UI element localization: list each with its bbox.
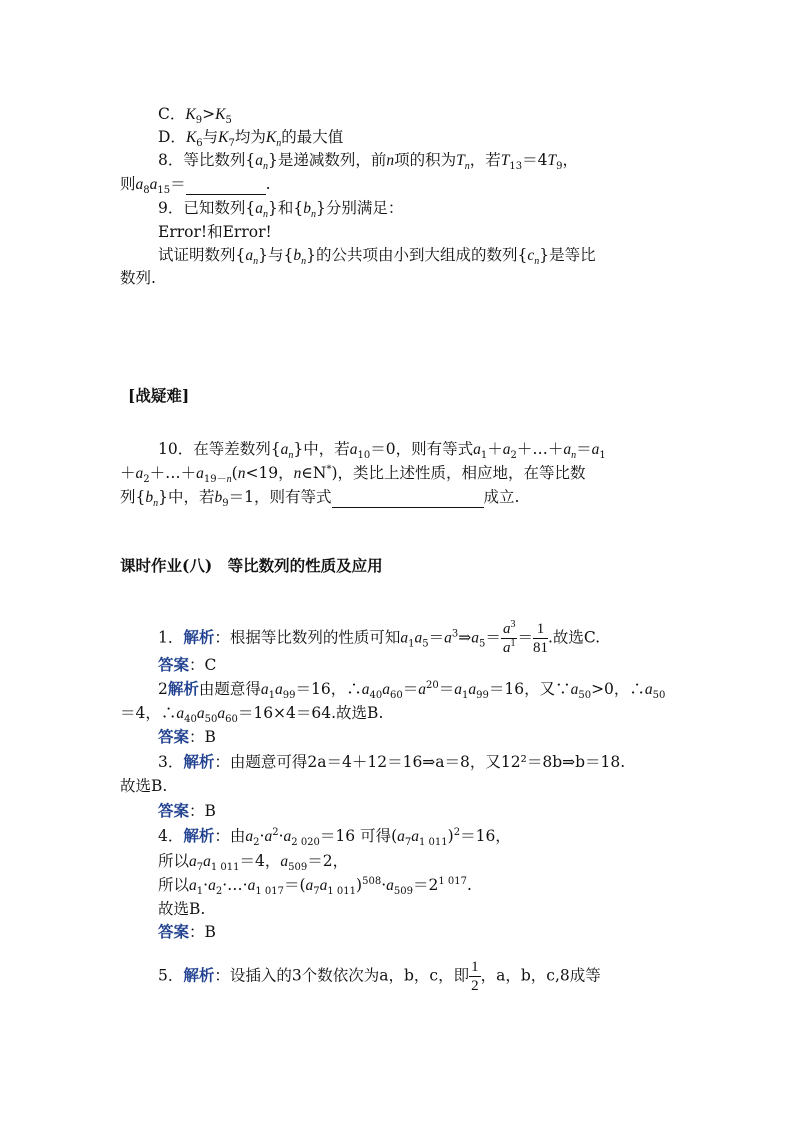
a1-answer: 答案：C (158, 655, 217, 674)
a3-answer: 答案：B (158, 801, 216, 820)
a5-frac-half: $\frac{1}{2}$ (471, 959, 479, 994)
a4-answer: 答案：B (158, 922, 216, 941)
a3-line2: 故选B. (120, 777, 168, 795)
q8-line2: 则$a_8a_{15}=$ . (120, 175, 271, 197)
a1-label: 解析 (183, 627, 215, 647)
a2-line2: ＝4，$\therefore a_{40}a_{50}a_{60}=16\times 4=64$.故选B. (120, 704, 384, 726)
a1-frac-a: $\frac{a^3}{a^1}$ (502, 619, 516, 656)
a4-line4: 故选B. (158, 900, 206, 918)
q8-answer-blank[interactable] (186, 174, 266, 195)
a1-line: 1．解析：根据等比数列的性质可知$a_1a_5=a^3\Rightarrow a_5=$ $\frac{a^3}{a^1}$ ＝ $\frac{1}{81}$ .故选C. (158, 619, 601, 656)
q7-option-c: C．$K_9>K_5$ (158, 105, 232, 127)
a4-line3: 所以$a_1\cdot a_2\cdot\dots\cdot a_{1 017}=(a_7a_{1 011})^{508}\cdot a_{509}=2^{1 017}$. (158, 875, 472, 898)
a4-line1: 4．解析：由$a_2\cdot a^2\cdot a_{2 020}=16$ 可得$(a_7a_{1 011})^2=16$， (158, 826, 511, 849)
q10-line2: $+a_2+\dots+a_{19-n}(n<19$，n∈N*)，类比上述性质，相应地，在等比数 (120, 463, 586, 486)
q10-line1: 10．在等差数列$\{a_n\}$中，若$a_{10}=0$，则有等式$a_1+a_2+\dots+a_n=a_1$ (158, 440, 606, 462)
q10-answer-blank[interactable] (332, 487, 484, 508)
a2-line1: 2解析由题意得$a_1a_{99}=16$，$\therefore a_{40}a_{60}=a^{20}=a_1a_{99}=16$，又$\because a_{50}>0$，$\therefore a_{50}$ (158, 679, 666, 702)
q9-error-line: Error!和Error! (158, 223, 272, 241)
q8-line1: 8．等比数列$\{a_n\}$是递减数列，前n项的积为$T_n$，若$T_{13}=4T_9$， (158, 151, 579, 173)
section-hard-heading: [战疑难] (128, 386, 190, 405)
answers-title: 课时作业(八) 等比数列的性质及应用 (120, 556, 383, 575)
a1-frac-b: $\frac{1}{81}$ (532, 621, 548, 656)
q9-line3: 试证明数列$\{a_n\}$与$\{b_n\}$的公共项由小到大组成的数列$\{c_n\}$是等比 (158, 246, 596, 268)
a2-answer: 答案：B (158, 727, 216, 746)
q10-line3: 列$\{b_n\}$中，若$b_9=1$，则有等式 成立. (120, 488, 520, 510)
a3-line1: 3．解析：由题意可得2a＝4＋12＝16⇒a＝8，又12²＝8b⇒b＝18. (158, 752, 626, 771)
a4-line2: 所以$a_7a_{1 011}=4$，$a_{509}=2$， (158, 852, 349, 874)
q9-line1: 9．已知数列$\{a_n\}$和$\{b_n\}$分别满足： (158, 199, 404, 221)
a5-line1: 5．解析：设插入的3个数依次为a，b，c，即 $\frac{1}{2}$ ，a，b，c,8成等 (158, 959, 601, 994)
q7-option-d: D．$K_6$与$K_7$均为$K_n$的最大值 (158, 128, 344, 150)
q9-line4: 数列. (120, 269, 156, 287)
